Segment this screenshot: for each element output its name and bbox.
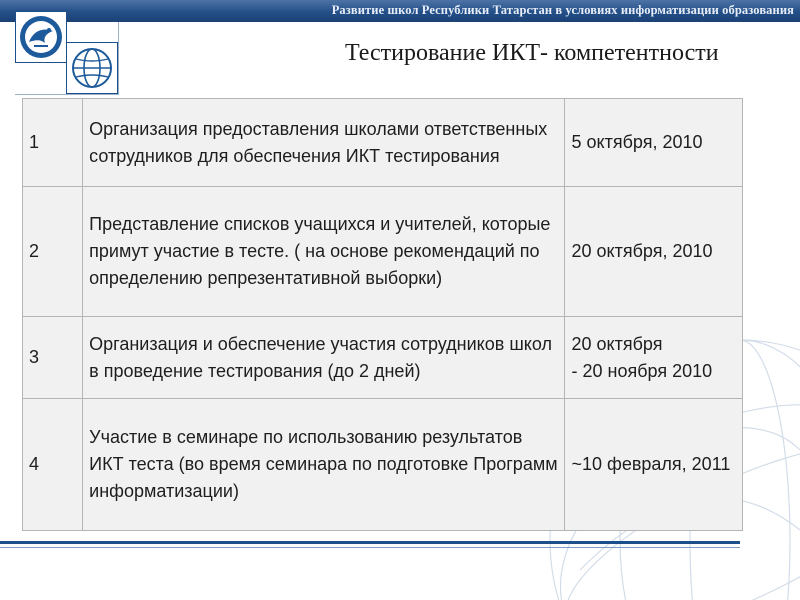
page-title: Тестирование ИКТ- компетентности bbox=[345, 40, 719, 66]
logo-divider-horizontal bbox=[15, 94, 119, 95]
schedule-table bbox=[22, 98, 743, 531]
row-number: 4 bbox=[23, 399, 83, 531]
globe-logo bbox=[66, 42, 118, 94]
banner-text: Развитие школ Республики Татарстан в условиях информатизации образования bbox=[331, 3, 794, 17]
table-row bbox=[23, 187, 743, 317]
task-cell: Организация предоставления школами ответственных сотрудников для обеспечения ИКТ тестирования bbox=[83, 99, 565, 187]
task-cell: Представление списков учащихся и учителей, которые примут участие в тесте. ( на основе рекомендаций по определению репрезентативной выборки) bbox=[83, 187, 565, 317]
footer-divider-thin bbox=[0, 547, 740, 548]
table-row bbox=[23, 399, 743, 531]
date-cell: 5 октября, 2010 bbox=[565, 99, 743, 187]
emblem-icon bbox=[16, 12, 66, 62]
task-cell: Организация и обеспечение участия сотрудников школ в проведение тестирования (до 2 дней) bbox=[83, 317, 565, 399]
date-cell: 20 октября - 20 ноября 2010 bbox=[565, 317, 743, 399]
footer-divider bbox=[0, 541, 740, 544]
table-row bbox=[23, 317, 743, 399]
date-cell: 20 октября, 2010 bbox=[565, 187, 743, 317]
date-cell: ~10 февраля, 2011 bbox=[565, 399, 743, 531]
logo-divider-vertical bbox=[118, 22, 119, 94]
table-row bbox=[23, 99, 743, 187]
row-number: 2 bbox=[23, 187, 83, 317]
republic-emblem-logo bbox=[15, 11, 67, 63]
globe-icon bbox=[67, 43, 117, 93]
row-number: 3 bbox=[23, 317, 83, 399]
header-banner bbox=[0, 0, 800, 22]
row-number: 1 bbox=[23, 99, 83, 187]
task-cell: Участие в семинаре по использованию результатов ИКТ теста (во время семинара по подготовке Программ информатизации) bbox=[83, 399, 565, 531]
